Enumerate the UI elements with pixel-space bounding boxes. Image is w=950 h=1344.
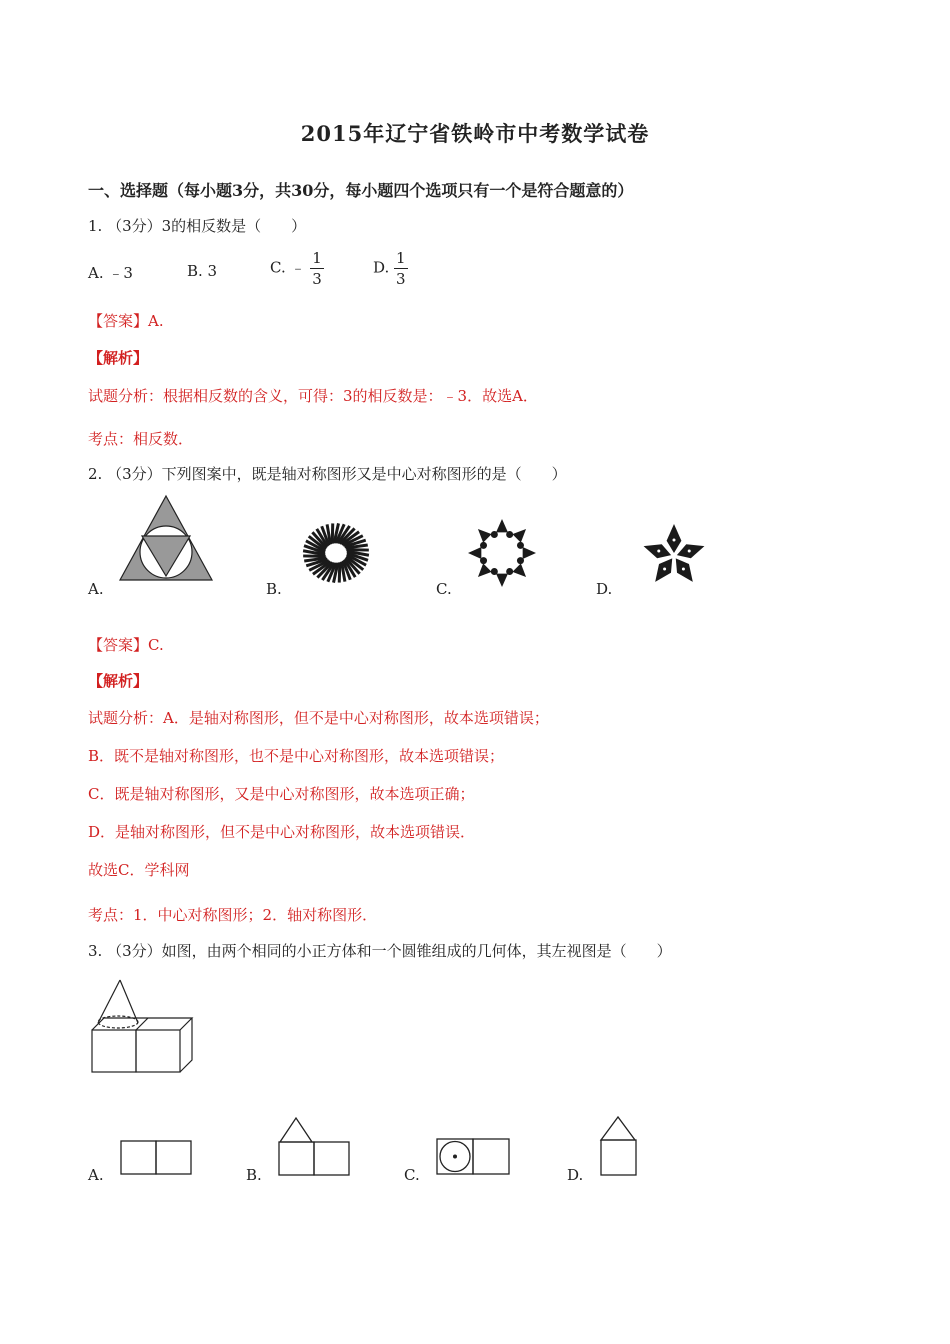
q1-point: 考点：相反数． bbox=[88, 430, 194, 448]
q2-point: 考点：1．中心对称图形；2．轴对称图形． bbox=[88, 906, 378, 924]
q3-option-a-icon bbox=[120, 1140, 192, 1176]
q3-option-c-icon bbox=[436, 1138, 510, 1176]
q1-option-d bbox=[373, 248, 408, 289]
q3-label-b: B. bbox=[246, 1166, 262, 1184]
q2-analysis-label: 【解析】 bbox=[88, 672, 149, 690]
q2-label-a: A. bbox=[88, 580, 104, 598]
q3-option-b-icon bbox=[278, 1116, 350, 1176]
q2-answer: 【答案】C. bbox=[88, 636, 164, 654]
q1-option-c-prefix: C. ﹣ bbox=[270, 258, 306, 277]
q2-figure-c-arrow-ring-icon bbox=[462, 518, 542, 588]
q2-analysis-line-1: 试题分析：A．是轴对称图形，但不是中心对称图形，故本选项错误； bbox=[88, 709, 549, 727]
q2-analysis-line-2: B．既不是轴对称图形，也不是中心对称图形，故本选项错误； bbox=[88, 747, 505, 765]
q2-figure-a-triangle-icon bbox=[118, 494, 214, 584]
q1-option-c bbox=[270, 248, 324, 289]
page-title: 2015年辽宁省铁岭市中考数学试卷 bbox=[300, 121, 650, 146]
q3-label-a: A. bbox=[88, 1166, 104, 1184]
question-1-stem: 1. （3分）3的相反数是（ ） bbox=[88, 217, 307, 235]
q2-analysis-line-5: 故选C．学科网 bbox=[88, 861, 190, 879]
q1-option-c-numerator: 1 bbox=[312, 249, 322, 267]
q1-option-d-fraction bbox=[394, 248, 408, 289]
q2-label-d: D. bbox=[596, 580, 613, 598]
q1-option-c-fraction bbox=[310, 248, 324, 289]
q1-option-c-denominator: 3 bbox=[312, 270, 322, 288]
q1-option-d-prefix: D. bbox=[373, 258, 390, 277]
q1-option-d-denominator: 3 bbox=[396, 270, 406, 288]
q3-label-d: D. bbox=[567, 1166, 584, 1184]
q3-option-d-icon bbox=[600, 1116, 638, 1176]
question-3-stem: 3. （3分）如图，由两个相同的小正方体和一个圆锥组成的几何体，其左视图是（ ） bbox=[88, 942, 672, 960]
q2-label-b: B. bbox=[266, 580, 282, 598]
q1-analysis: 试题分析：根据相反数的含义，可得：3的相反数是：﹣3．故选A． bbox=[88, 387, 538, 405]
q1-answer: 【答案】A. bbox=[88, 312, 164, 330]
q2-analysis-line-4: D．是轴对称图形，但不是中心对称图形，故本选项错误． bbox=[88, 823, 476, 841]
q2-figure-b-sunburst-icon bbox=[294, 518, 378, 588]
q1-analysis-label: 【解析】 bbox=[88, 349, 149, 367]
q2-analysis-line-3: C．既是轴对称图形，又是中心对称图形，故本选项正确； bbox=[88, 785, 475, 803]
q2-label-c: C. bbox=[436, 580, 452, 598]
q1-option-a: A. ﹣3 bbox=[88, 264, 133, 282]
q2-figure-d-star-icon bbox=[634, 522, 714, 588]
question-2-stem: 2. （3分）下列图案中，既是轴对称图形又是中心对称图形的是（ ） bbox=[88, 465, 567, 483]
q3-solid-figure-icon bbox=[90, 978, 194, 1074]
q1-option-d-numerator: 1 bbox=[396, 249, 406, 267]
q1-option-b: B. 3 bbox=[187, 262, 218, 280]
q3-label-c: C. bbox=[404, 1166, 420, 1184]
section-heading: 一、选择题（每小题3分，共30分，每小题四个选项只有一个是符合题意的） bbox=[88, 181, 634, 200]
